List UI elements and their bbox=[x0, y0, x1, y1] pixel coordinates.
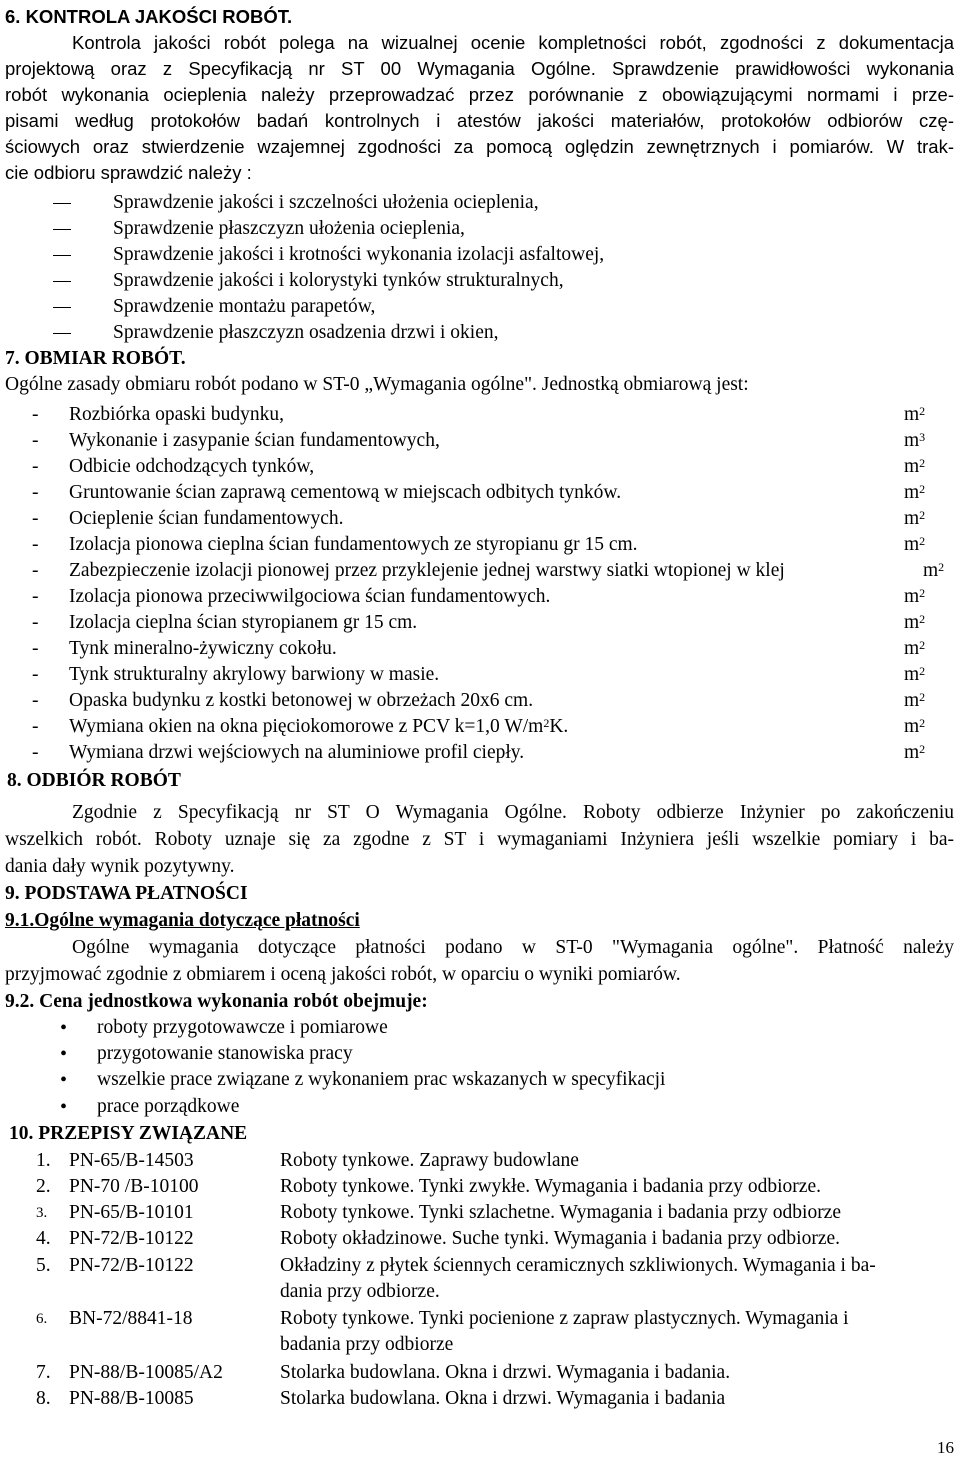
s8-para-line-2: wszelkich robót. Roboty uznaje się za zgodne z ST i wymaganiami Inżyniera jeśli wszelkie pomiary i ba- bbox=[5, 829, 954, 850]
bullet-marker: • bbox=[60, 1096, 68, 1118]
s7-intro: Ogólne zasady obmiaru robót podano w ST-0 „Wymagania ogólne". Jednostką obmiarową jest: bbox=[5, 374, 749, 395]
s6-para-line-4: pisami według protokołów badań kontrolnych i atestów jakości materiałów, protokołów odbiorów czę- bbox=[5, 110, 954, 131]
section-9-heading: 9. PODSTAWA PŁATNOŚCI bbox=[5, 883, 248, 904]
s6-para-line-1: Kontrola jakości robót polega na wizualnej ocenie kompletności robót, zgodności z dokumentacja bbox=[72, 32, 954, 53]
section-9-2-heading: 9.2. Cena jednostkowa wykonania robót obejmuje: bbox=[5, 991, 428, 1012]
section-8-heading: 8. ODBIÓR ROBÓT bbox=[7, 770, 181, 791]
s8-para-line-3: dania dały wynik pozytywny. bbox=[5, 856, 235, 877]
bullet-marker: • bbox=[60, 1017, 68, 1039]
page-number: 16 bbox=[937, 1438, 954, 1457]
s8-para-line-1: Zgodnie z Specyfikacją nr ST O Wymagania Ogólne. Roboty odbierze Inżynier po zakończeniu bbox=[72, 802, 954, 823]
section-6-heading: 6. KONTROLA JAKOŚCI ROBÓT. bbox=[5, 6, 293, 27]
dash-marker bbox=[53, 229, 71, 230]
dash-marker bbox=[53, 333, 71, 334]
bullet-marker: • bbox=[60, 1069, 68, 1091]
s9-para-line-2: przyjmować zgodnie z obmiarem i oceną jakości robót, w oparciu o wyniki pomiarów. bbox=[5, 964, 681, 985]
section-10-heading: 10. PRZEPISY ZWIĄZANE bbox=[9, 1123, 248, 1144]
dash-marker bbox=[53, 203, 71, 204]
s6-para-line-6: cie odbioru sprawdzić należy : bbox=[5, 162, 252, 183]
s9-para-line-1: Ogólne wymagania dotyczące płatności podano w ST-0 "Wymagania ogólne". Płatność należy bbox=[72, 937, 954, 958]
section-7-heading: 7. OBMIAR ROBÓT. bbox=[5, 348, 186, 369]
dash-marker bbox=[53, 255, 71, 256]
bullet-marker: • bbox=[60, 1043, 68, 1065]
section-9-1-heading: 9.1.Ogólne wymagania dotyczące płatności bbox=[5, 910, 360, 931]
s6-para-line-2: projektową oraz z Specyfikacją nr ST 00 Wymagania Ogólne. Sprawdzenie prawidłowości wykonania bbox=[5, 58, 954, 79]
document-page: 6. KONTROLA JAKOŚCI ROBÓT. Kontrola jakości robót polega na wizualnej ocenie kompletności robót, zgodności z dokumentacja projektową oraz z Specyfikacją nr ST 00 Wymagania Ogólne. Sprawdzenie prawidłowości wykonania robót wykonania ocieplenia należy przeprowadzać przez porównanie z obowiązującymi normami i prze- pisami według protokołów badań kontrolnych i atestów jakości materiałów, protokołów odbiorów czę- ściowych oraz stwierdzenie wzajemnej zgodności za pomocą oględzin zewnętrznych i pomiarów. W trak- cie odbioru sprawdzić należy : Sprawdzenie jakości i szczelności ułożenia ocieplenia, Sprawdzenie płaszczyzn ułożenia ocieplenia, Sprawdzenie jakości i krotności wykonania izolacji asfaltowej, Sprawdzenie jakości i kolorystyki tynków strukturalnych, Sprawdzenie montażu parapetów, Sprawdzenie płaszczyzn osadzenia drzwi i okien, 7. OBMIAR ROBÓT. Ogólne zasady obmiaru robót podano w ST-0 „Wymagania ogólne". Jednostką obmiarową jest: - Rozbiórka opaski budynku, $m^2$ - Wykonanie i zasypanie ścian fundamentowych, $m^3$ - Odbicie odchodzących tynków, $m^2$ - Gruntowanie ścian zaprawą cementową w miejscach odbitych tynków. $m^2$ - Ocieplenie ścian fundamentowych. $m^2$ - Izolacja pionowa cieplna ścian fundamentowych ze styropianu gr 15 cm. $m^2$ - Zabezpieczenie izolacji pionowej przez przyklejenie jednej warstwy siatki wtopionej w klej $m^2$ - Izolacja pionowa przeciwwilgociowa ścian fundamentowych. $m^2$ - Izolacja cieplna ścian styropianem gr 15 cm. $m^2$ - Tynk mineralno-żywiczny cokołu. $m^2$ - Tynk strukturalny akrylowy barwiony w masie. $m^2$ - Opaska budynku z kostki betonowej w obrzeżach 20x6 cm. $m^2$ - Wymiana okien na okna pięciokomorowe z PCV k=1,0 $W/m^2K$. $m^2$ - Wymiana drzwi wejściowych na aluminiowe profil ciepły. $m^2$ 8. ODBIÓR ROBÓT Zgodnie z Specyfikacją nr ST O Wymagania Ogólne. Roboty odbierze Inżynier po zakończeniu wszelkich robót. Roboty uznaje się za zgodne z ST i wymaganiami Inżyniera jeśli wszelkie pomiary i ba- dania dały wynik pozytywny. 9. PODSTAWA PŁATNOŚCI 9.1.Ogólne wymagania dotyczące płatności Ogólne wymagania dotyczące płatności podano w ST-0 "Wymagania ogólne". Płatność należy przyjmować zgodnie z obmiarem i oceną jakości robót, w oparciu o wyniki pomiarów. 9.2. Cena jednostkowa wykonania robót obejmuje: • roboty przygotowawcze i pomiarowe • przygotowanie stanowiska pracy • wszelkie prace związane z wykonaniem prac wskazanych w specyfikacji • prace porządkowe 10. PRZEPISY ZWIĄZANE 1. PN-65/B-14503 Roboty tynkowe. Zaprawy budowlane 2. PN-70 /B-10100 Roboty tynkowe. Tynki zwykłe. Wymagania i badania przy odbiorze. 3. PN-65/B-10101 Roboty tynkowe. Tynki szlachetne. Wymagania i badania przy odbiorze 4. PN-72/B-10122 Roboty okładzinowe. Suche tynki. Wymagania i badania przy odbiorze. 5. PN-72/B-10122 Okładziny z płytek ściennych ceramicznych szkliwionych. Wymagania i ba- dania przy odbiorze. 6. BN-72/8841-18 Roboty tynkowe. Tynki pocienione z zapraw plastycznych. Wymagania i badania przy odbiorze 7. PN-88/B-10085/A2 Stolarka budowlana. Okna i drzwi. Wymagania i badania. 8. PN-88/B-10085 Stolarka budowlana. Okna i drzwi. Wymagania i badania 16 bbox=[5, 6, 954, 1457]
s6-para-line-3: robót wykonania ocieplenia należy przeprowadzać przez porównanie z obowiązującymi normami i prze- bbox=[5, 84, 954, 105]
dash-marker bbox=[53, 281, 71, 282]
s6-para-line-5: ściowych oraz stwierdzenie wzajemnej zgodności za pomocą oględzin zewnętrznych i pomiarów. W trak- bbox=[5, 136, 954, 157]
dash-marker bbox=[53, 307, 71, 308]
